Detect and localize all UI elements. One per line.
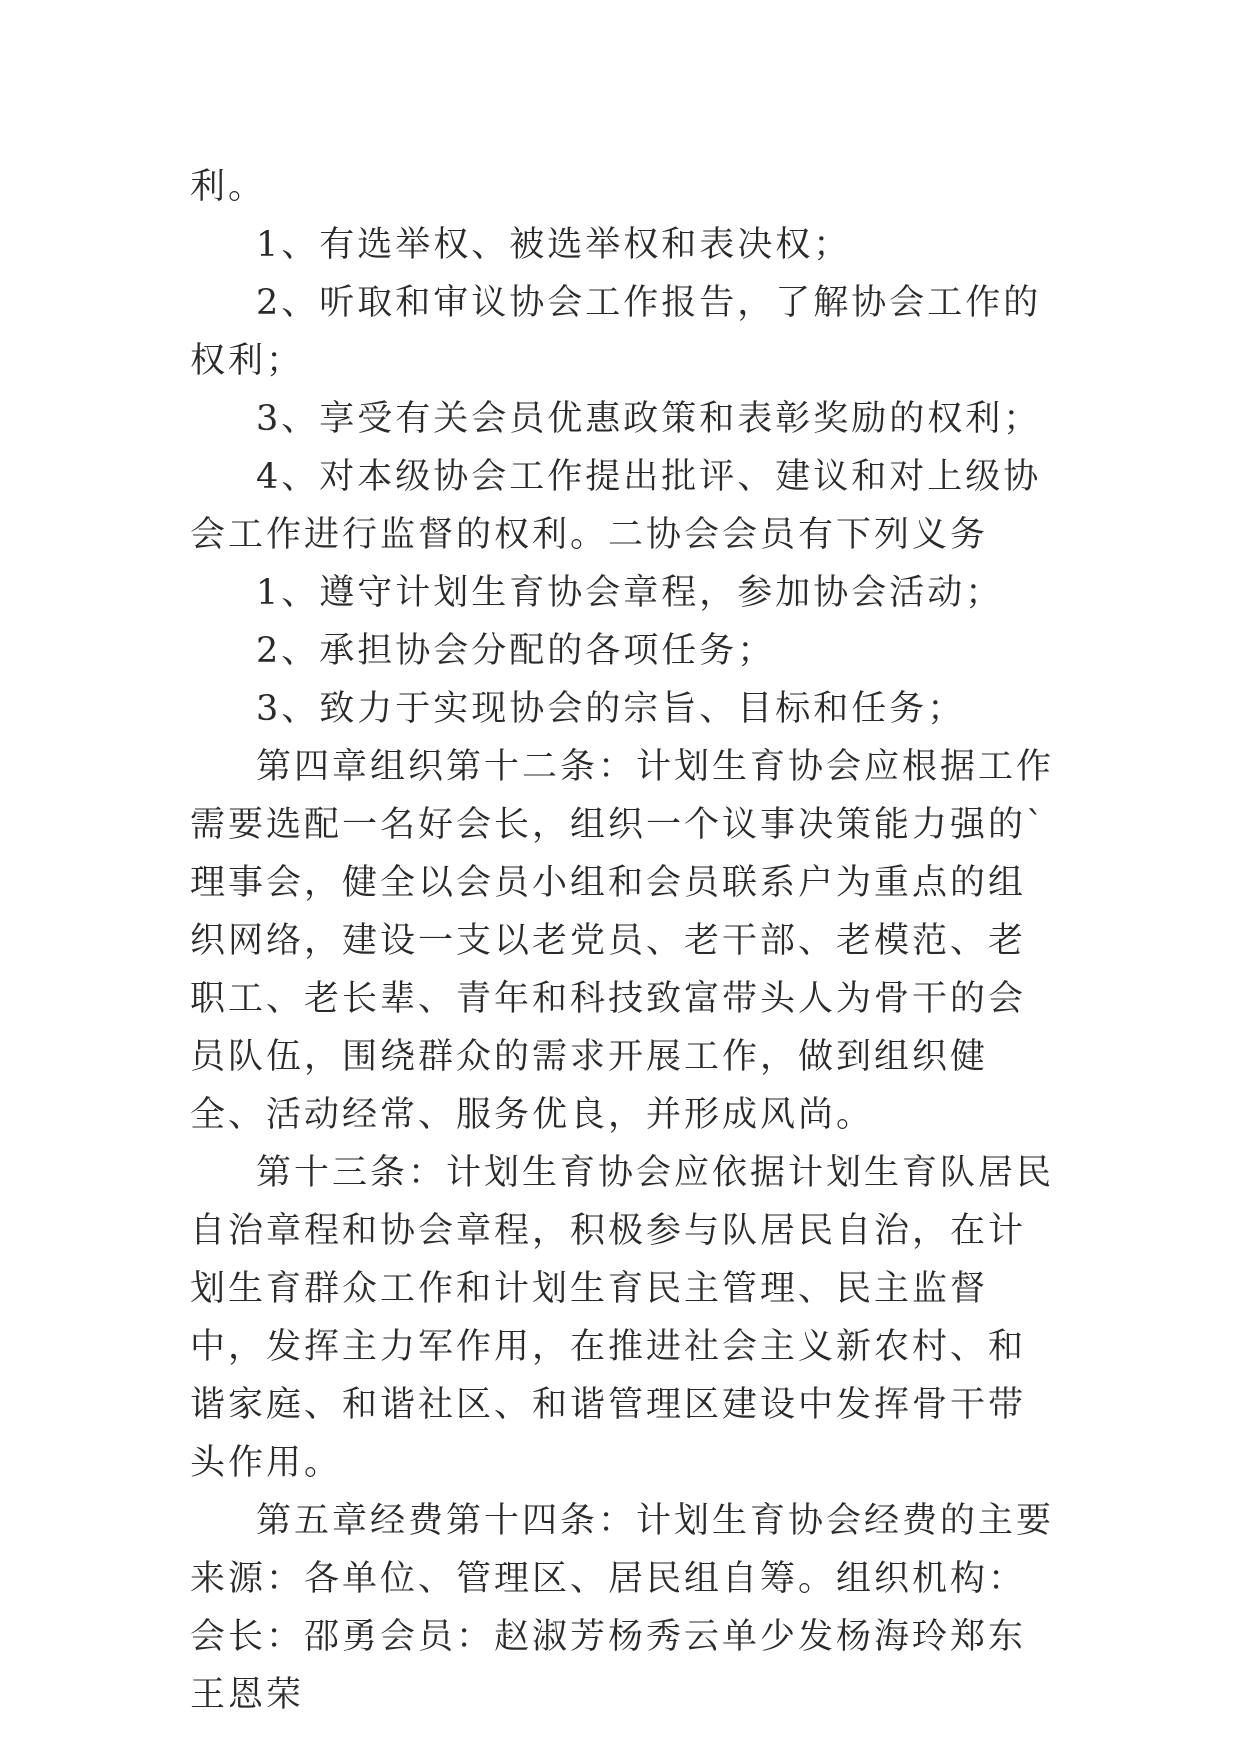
paragraph-right-1: 1、有选举权、被选举权和表决权； [256,225,852,265]
paragraph-right-2: 2、听取和审议协会工作报告，了解协会工作的权利； [190,283,1042,381]
paragraph-duty-3: 3、致力于实现协会的宗旨、目标和任务； [256,689,966,729]
paragraph-right-3: 3、享受有关会员优惠政策和表彰奖励的权利； [256,399,1042,439]
paragraph-continuation: 利。 [190,167,267,207]
paragraph-article-13: 第十三条：计划生育协会应依据计划生育队居民自治章程和协会章程，积极参与队居民自治，在计划生育群众工作和计划生育民主管理、民主监督中，发挥主力军作用，在推进社会主义新农村、和谐家庭、和谐社区、和谐管理区建设中发挥骨干带头作用。 [190,1153,1055,1483]
paragraph-duty-2: 2、承担协会分配的各项任务； [256,631,776,671]
document-body [190,158,1060,1724]
paragraph-right-4: 4、对本级协会工作提出批评、建议和对上级协会工作进行监督的权利。二协会会员有下列义务 [190,457,1042,555]
paragraph-chapter-5-article-14: 第五章经费第十四条：计划生育协会经费的主要来源：各单位、管理区、居民组自筹。组织机构：会长：邵勇会员：赵淑芳杨秀云单少发杨海玲郑东王恩荣 [190,1501,1055,1715]
paragraph-chapter-4-article-12: 第四章组织第十二条：计划生育协会应根据工作需要选配一名好会长，组织一个议事决策能力强的`理事会，健全以会员小组和会员联系户为重点的组织网络，建设一支以老党员、老干部、老模范、老职工、老长辈、青年和科技致富带头人为骨干的会员队伍，围绕群众的需求开展工作，做到组织健全、活动经常、服务优良，并形成风尚。 [190,747,1055,1135]
paragraph-duty-1: 1、遵守计划生育协会章程，参加协会活动； [256,573,1004,613]
